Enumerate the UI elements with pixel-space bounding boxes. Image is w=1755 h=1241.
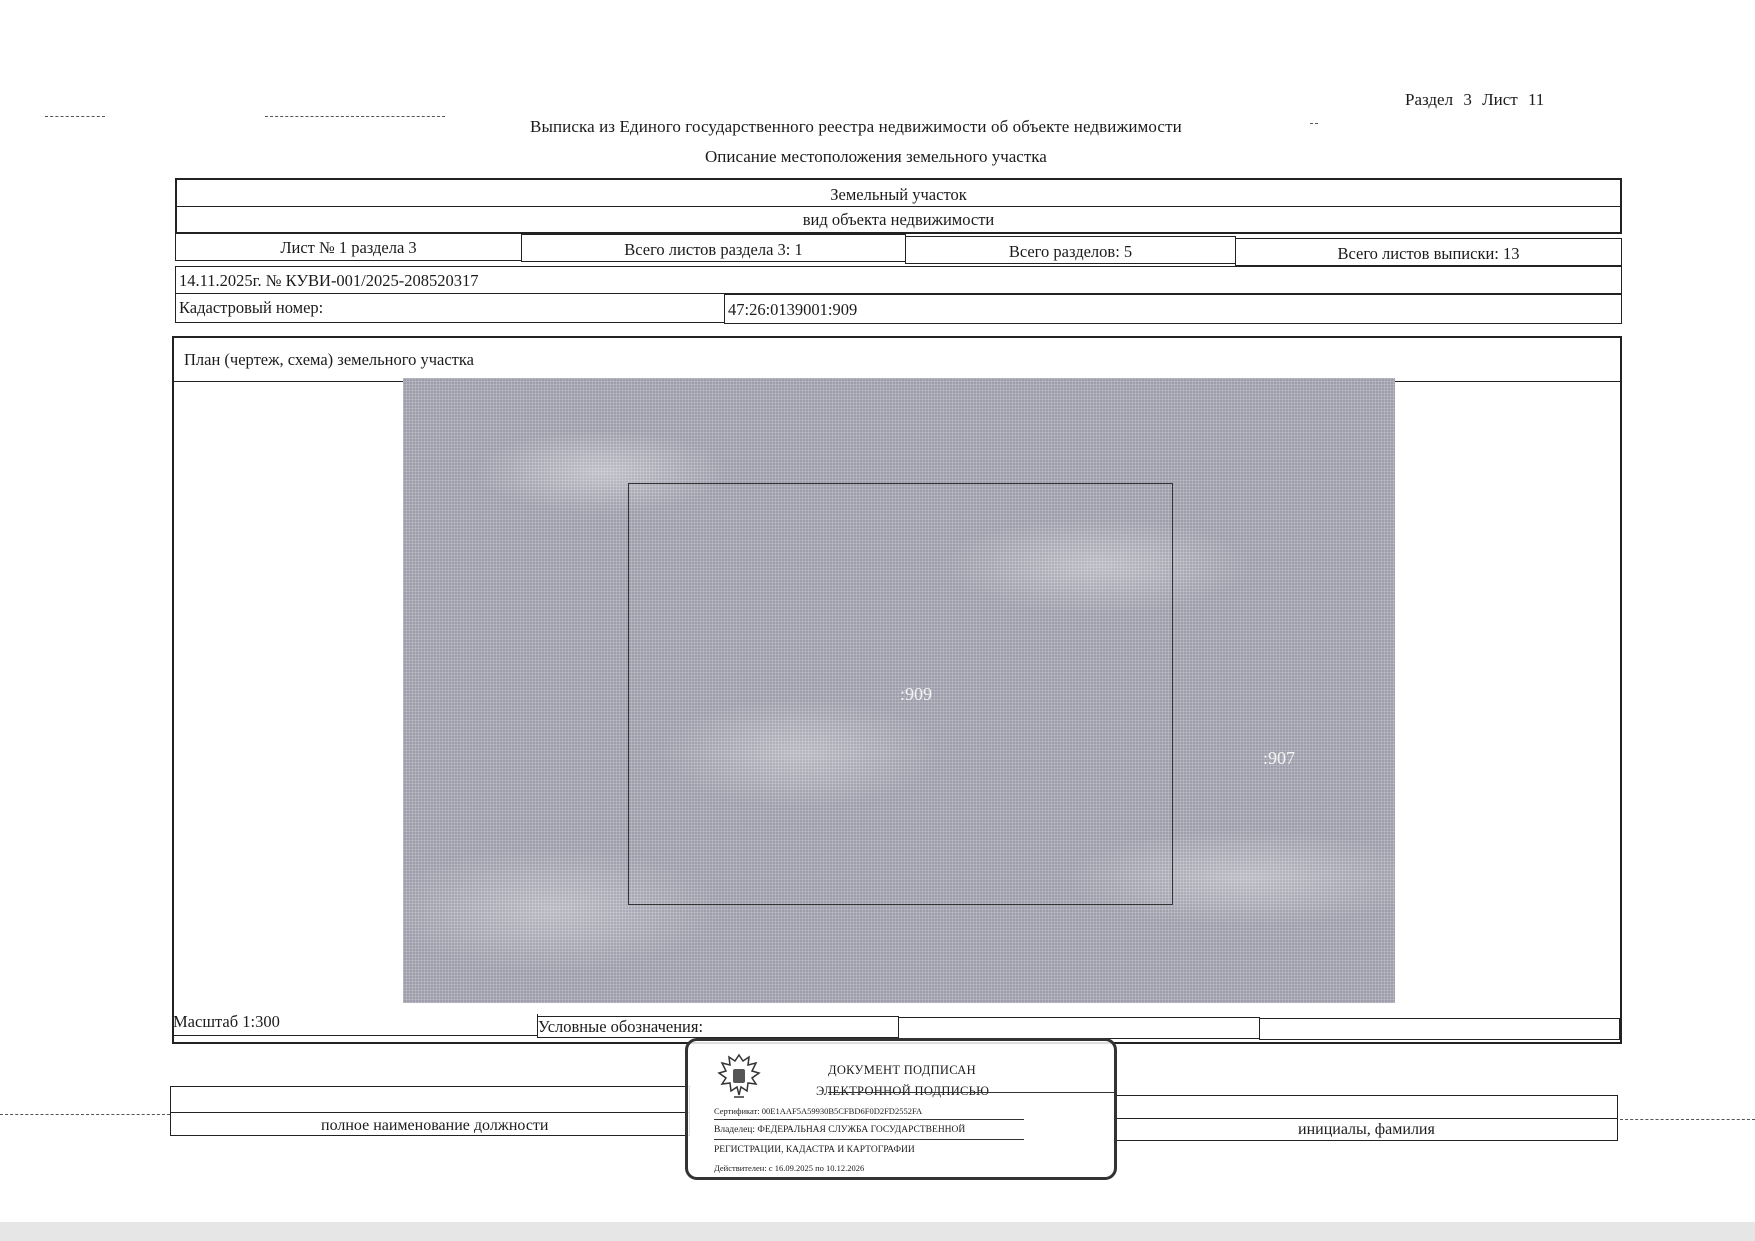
stamp-heading-1: ДОКУМЕНТ ПОДПИСАН <box>828 1063 976 1077</box>
scan-artifact-line <box>1620 1119 1755 1120</box>
scan-artifact-line <box>0 1114 170 1115</box>
legend-label: Условные обозначения: <box>538 1017 704 1036</box>
plan-title: План (чертеж, схема) земельного участка <box>184 350 474 369</box>
total-sections-cell <box>905 236 1236 264</box>
total-section-sheets: Всего листов раздела 3: 1 <box>624 240 803 259</box>
position-caption: полное наименование должности <box>321 1117 549 1134</box>
stamp-divider <box>828 1092 1114 1093</box>
position-cell <box>170 1086 690 1136</box>
name-caption: инициалы, фамилия <box>1298 1121 1435 1138</box>
scale-text: Масштаб 1:300 <box>173 1012 280 1031</box>
stamp-divider <box>714 1139 1024 1140</box>
stamp-certificate: Сертификат: 00E1AAF5A59930B5CFBD6F0D2FD2552FA <box>714 1106 923 1116</box>
cadastral-value-cell <box>724 294 1622 324</box>
cadastral-label-cell <box>175 293 725 323</box>
record-date-number: 14.11.2025г. № КУВИ-001/2025-208520317 <box>179 271 479 290</box>
stamp-owner-2: РЕГИСТРАЦИИ, КАДАСТРА И КАРТОГРАФИИ <box>714 1145 915 1155</box>
total-sections: Всего разделов: 5 <box>1008 242 1133 261</box>
sheet-of-section-cell <box>175 233 522 261</box>
plan-header <box>174 338 1620 382</box>
cadastral-label: Кадастровый номер: <box>179 298 324 317</box>
stamp-heading-2: ЭЛЕКТРОННОЙ ПОДПИСЬЮ <box>816 1084 990 1098</box>
parcel-label-neighbor: :907 <box>1263 748 1296 768</box>
scan-artifact-line <box>45 116 105 117</box>
legend-blank-cell-1 <box>898 1017 1260 1039</box>
scan-artifact-line <box>1310 123 1318 124</box>
stamp-divider <box>714 1119 1024 1120</box>
record-row <box>175 266 1622 294</box>
object-type-block <box>175 178 1622 234</box>
object-type-caption: вид объекта недвижимости <box>802 210 995 229</box>
scale-cell <box>172 1014 538 1036</box>
cadastral-number: 47:26:0139001:909 <box>728 300 858 319</box>
total-section-sheets-cell <box>521 234 906 262</box>
scan-artifact-line <box>265 116 445 117</box>
sheet-of-section: Лист № 1 раздела 3 <box>280 238 417 257</box>
object-type: Земельный участок <box>830 185 967 204</box>
divider <box>171 1112 689 1113</box>
total-extract-sheets: Всего листов выписки: 13 <box>1337 244 1520 263</box>
legend-blank-cell-2 <box>1259 1018 1620 1040</box>
divider <box>177 206 1620 207</box>
total-extract-sheets-cell <box>1235 238 1622 266</box>
section-sheet-number: Раздел 3 Лист 11 <box>1405 90 1545 109</box>
document-title: Выписка из Единого государственного реестра недвижимости об объекте недвижимости <box>530 117 1182 136</box>
scan-bottom-edge <box>0 1222 1755 1241</box>
electronic-signature-stamp <box>685 1038 1117 1180</box>
divider <box>1116 1118 1617 1119</box>
legend-cell <box>537 1016 899 1038</box>
stamp-owner-1: Владелец: ФЕДЕРАЛЬНАЯ СЛУЖБА ГОСУДАРСТВЕННОЙ <box>714 1125 966 1135</box>
name-cell <box>1115 1095 1618 1141</box>
stamp-valid: Действителен: с 16.09.2025 по 10.12.2026 <box>714 1163 865 1173</box>
document-subtitle: Описание местоположения земельного участка <box>705 147 1047 166</box>
coat-of-arms-icon <box>714 1051 764 1103</box>
parcel-label-main: :909 <box>900 684 933 704</box>
